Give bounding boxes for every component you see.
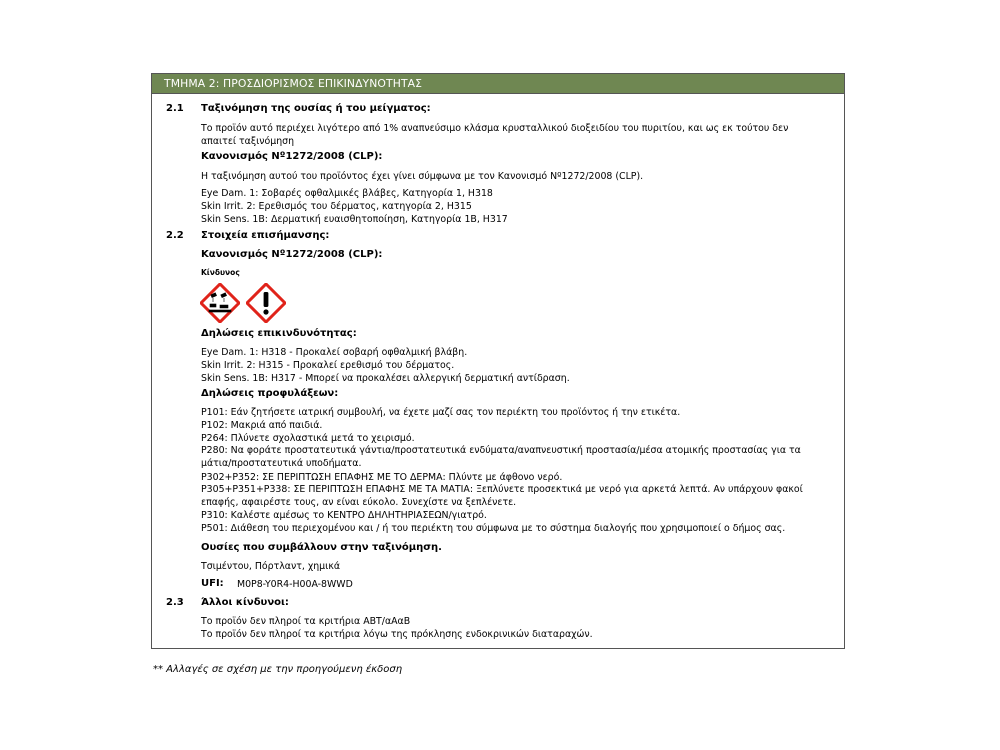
ufi-label: UFI: (201, 578, 224, 589)
corrosion-pictogram-icon (200, 283, 240, 323)
section-2-1-heading: Ταξινόμηση της ουσίας ή του μείγματος: (201, 103, 431, 114)
classification-line: Skin Sens. 1B: Δερματική ευαισθητοποίηση, Κατηγορία 1B, H317 (201, 214, 508, 225)
precautionary-statement: P102: Μακριά από παιδιά. (201, 420, 323, 431)
ufi-value: M0P8-Y0R4-H00A-8WWD (237, 579, 353, 590)
section-2-1-intro: Το προϊόν αυτό περιέχει λιγότερο από 1% αναπνεύσιμο κλάσμα κρυσταλλικού διοξειδίου του πυριτίου, και ως εκ τούτου δεν απαιτεί ταξινόμηση (201, 123, 789, 147)
exclamation-pictogram-icon (246, 283, 286, 323)
section-2-3-heading: Άλλοι κίνδυνοι: (201, 597, 289, 608)
hazard-statement: Eye Dam. 1: H318 - Προκαλεί σοβαρή οφθαλμική βλάβη. (201, 347, 468, 358)
classification-line: Eye Dam. 1: Σοβαρές οφθαλμικές βλάβες, Κατηγορία 1, H318 (201, 188, 493, 199)
section-2-2-regulation: Κανονισμός Nº1272/2008 (CLP): (201, 249, 383, 260)
precautionary-statement: P280: Να φοράτε προστατευτικά γάντια/προστατευτικά ενδύματα/αναπνευστική προστασία/μέσα ατομικής προστασίας για τα μάτια/προστατευτικά υποδήματα. (201, 445, 801, 469)
signal-word: Κίνδυνος (201, 268, 240, 277)
section-2-2-number: 2.2 (166, 230, 184, 241)
classification-line: Skin Irrit. 2: Ερεθισμός του δέρματος, κατηγορία 2, H315 (201, 201, 472, 212)
precautionary-statement: P501: Διάθεση του περιεχομένου και / ή του περιέκτη του σύμφωνα με το σύστημα διαλογής που χρησιμοποιεί ο δήμος σας. (201, 523, 786, 534)
other-hazards-line: Το προϊόν δεν πληροί τα κριτήρια ΑΒΤ/αΑαΒ (201, 616, 411, 627)
section-2-1-number: 2.1 (166, 103, 184, 114)
section-2-3-number: 2.3 (166, 597, 184, 608)
precautionary-statement: P101: Εάν ζητήσετε ιατρική συμβουλή, να έχετε μαζί σας τον περιέκτη του προϊόντος ή την ετικέτα. (201, 407, 681, 418)
footnote: ** Αλλαγές σε σχέση με την προηγούμενη έκδοση (153, 664, 403, 675)
section-2-1-regulation-text: Η ταξινόμηση αυτού του προϊόντος έχει γίνει σύμφωνα με τον Κανονισμό Nº1272/2008 (CLP). (201, 171, 644, 182)
contributing-substances-heading: Ουσίες που συμβάλλουν στην ταξινόμηση. (201, 542, 442, 553)
precautionary-statement: P305+P351+P338: ΣΕ ΠΕΡΙΠΤΩΣΗ ΕΠΑΦΗΣ ΜΕ ΤΑ ΜΑΤΙΑ: Ξεπλύνετε προσεκτικά με νερό για αρκετά λεπτά. Αν υπάρχουν φακοί επαφής, αφαιρέστε τους, αν είναι εύκολο. Συνεχίστε να ξεπλένετε. (201, 484, 803, 508)
section-2-1-regulation: Κανονισμός Nº1272/2008 (CLP): (201, 151, 383, 162)
section-header: ΤΜΗΜΑ 2: ΠΡΟΣΔΙΟΡΙΣΜΟΣ ΕΠΙΚΙΝΔΥΝΟΤΗΤΑΣ (152, 74, 844, 94)
hazard-statements-heading: Δηλώσεις επικινδυνότητας: (201, 328, 357, 339)
section-2-2-heading: Στοιχεία επισήμανσης: (201, 230, 330, 241)
precautionary-statements-heading: Δηλώσεις προφυλάξεων: (201, 388, 339, 399)
other-hazards-line: Το προϊόν δεν πληροί τα κριτήρια λόγω της πρόκλησης ενδοκρινικών διαταραχών. (201, 629, 593, 640)
contributing-substances: Τσιμέντου, Πόρτλαντ, χημικά (201, 561, 341, 572)
precautionary-statement: P310: Καλέστε αμέσως το ΚΕΝΤΡΟ ΔΗΛΗΤΗΡΙΑΣΕΩΝ/γιατρό. (201, 510, 487, 521)
hazard-statement: Skin Sens. 1B: H317 - Μπορεί να προκαλέσει αλλεργική δερματική αντίδραση. (201, 373, 570, 384)
precautionary-statement: P264: Πλύνετε σχολαστικά μετά το χειρισμό. (201, 433, 415, 444)
hazard-statement: Skin Irrit. 2: H315 - Προκαλεί ερεθισμό του δέρματος. (201, 360, 455, 371)
precautionary-statement: P302+P352: ΣΕ ΠΕΡΙΠΤΩΣΗ ΕΠΑΦΗΣ ΜΕ ΤΟ ΔΕΡΜΑ: Πλύντε με άφθονο νερό. (201, 472, 563, 483)
